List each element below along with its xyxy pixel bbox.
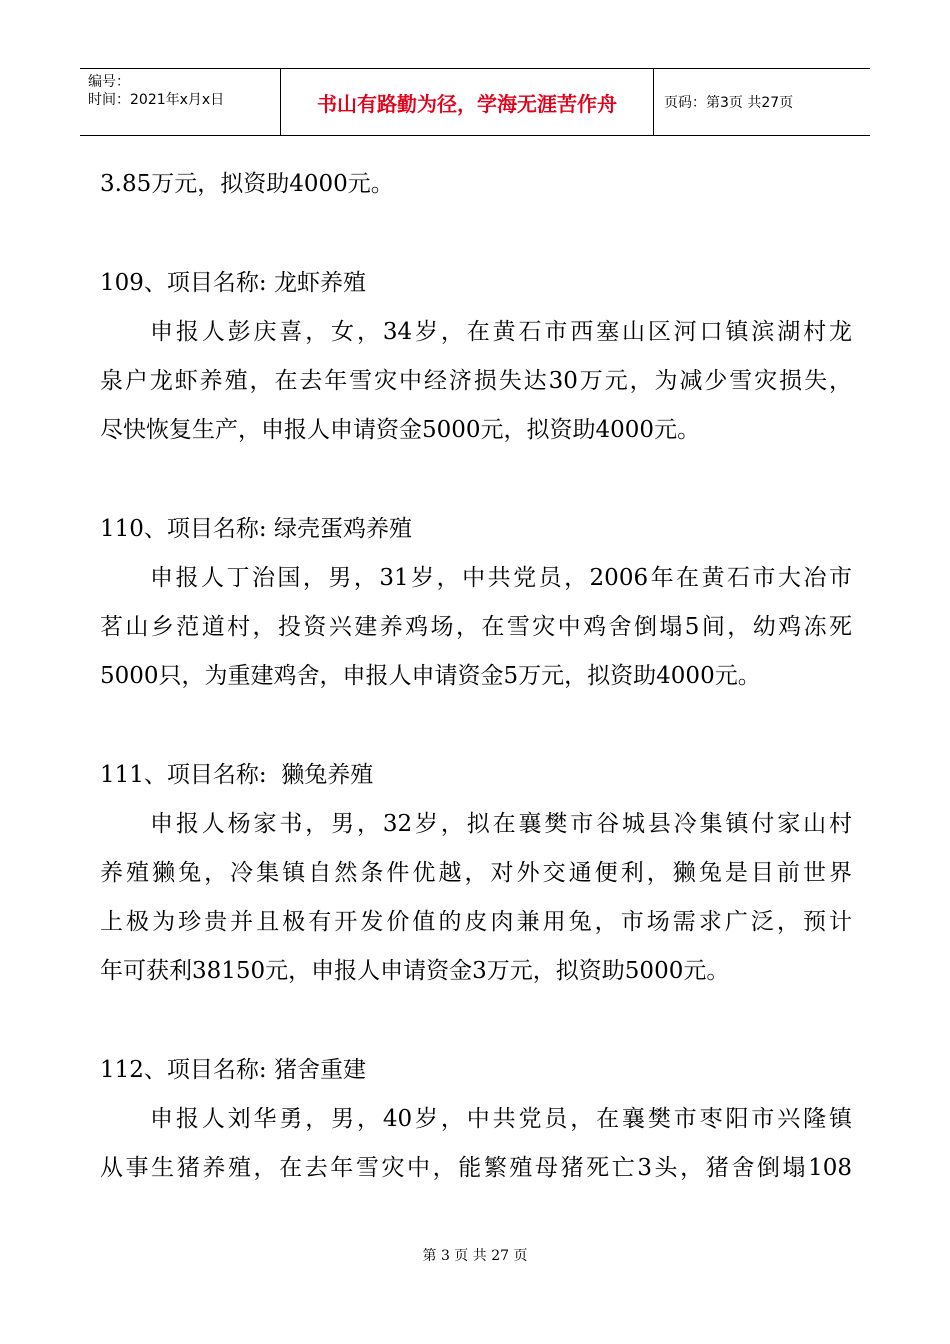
paragraph-line: 申报人杨家书，男，32岁，拟在襄樊市谷城县冷集镇付家山村 — [150, 811, 852, 837]
page-footer: 第 3 页 共 27 页 — [422, 1248, 528, 1264]
paragraph-line: 年可获利38150元，申报人申请资金3万元，拟资助5000元。 — [100, 958, 730, 984]
project-title-110: 110、项目名称: 绿壳蛋鸡养殖 — [100, 516, 412, 542]
project-title-112: 112、项目名称: 猪舍重建 — [100, 1057, 366, 1083]
document-date: 时间：2021年x月x日 — [88, 92, 225, 108]
paragraph-line: 申报人丁治国，男，31岁，中共党员，2006年在黄石市大冶市 — [150, 565, 852, 591]
paragraph-line: 养殖獭兔，冷集镇自然条件优越，对外交通便利，獭兔是目前世界 — [100, 860, 852, 886]
paragraph-line: 申报人彭庆喜，女，34岁，在黄石市西塞山区河口镇滨湖村龙 — [150, 319, 852, 345]
paragraph-line: 泉户龙虾养殖，在去年雪灾中经济损失达30万元，为减少雪灾损失， — [100, 368, 852, 394]
project-title-109: 109、项目名称: 龙虾养殖 — [100, 270, 366, 296]
paragraph-line: 尽快恢复生产，申报人申请资金5000元，拟资助4000元。 — [100, 417, 701, 443]
paragraph-line: 5000只，为重建鸡舍，申报人申请资金5万元，拟资助4000元。 — [100, 663, 761, 689]
page-header — [80, 68, 870, 136]
paragraph-line: 申报人刘华勇，男，40岁，中共党员，在襄樊市枣阳市兴隆镇 — [150, 1106, 852, 1132]
header-meta — [80, 69, 281, 135]
header-motto: 书山有路勤为径，学海无涯苦作舟 — [281, 69, 654, 135]
paragraph-line: 3.85万元，拟资助4000元。 — [100, 171, 394, 197]
header-page-info: 页码：第3页 共27页 — [664, 95, 794, 111]
paragraph-line: 上极为珍贵并且极有开发价值的皮肉兼用兔，市场需求广泛，预计 — [100, 909, 852, 935]
document-number-label: 编号： — [88, 74, 130, 90]
document-body — [100, 160, 852, 1193]
paragraph-line: 茗山乡范道村，投资兴建养鸡场，在雪灾中鸡舍倒塌5间，幼鸡冻死 — [100, 614, 852, 640]
project-title-111: 111、项目名称: 獭兔养殖 — [100, 762, 374, 788]
paragraph-line: 从事生猪养殖，在去年雪灾中，能繁殖母猪死亡3头，猪舍倒塌108 — [100, 1155, 852, 1181]
